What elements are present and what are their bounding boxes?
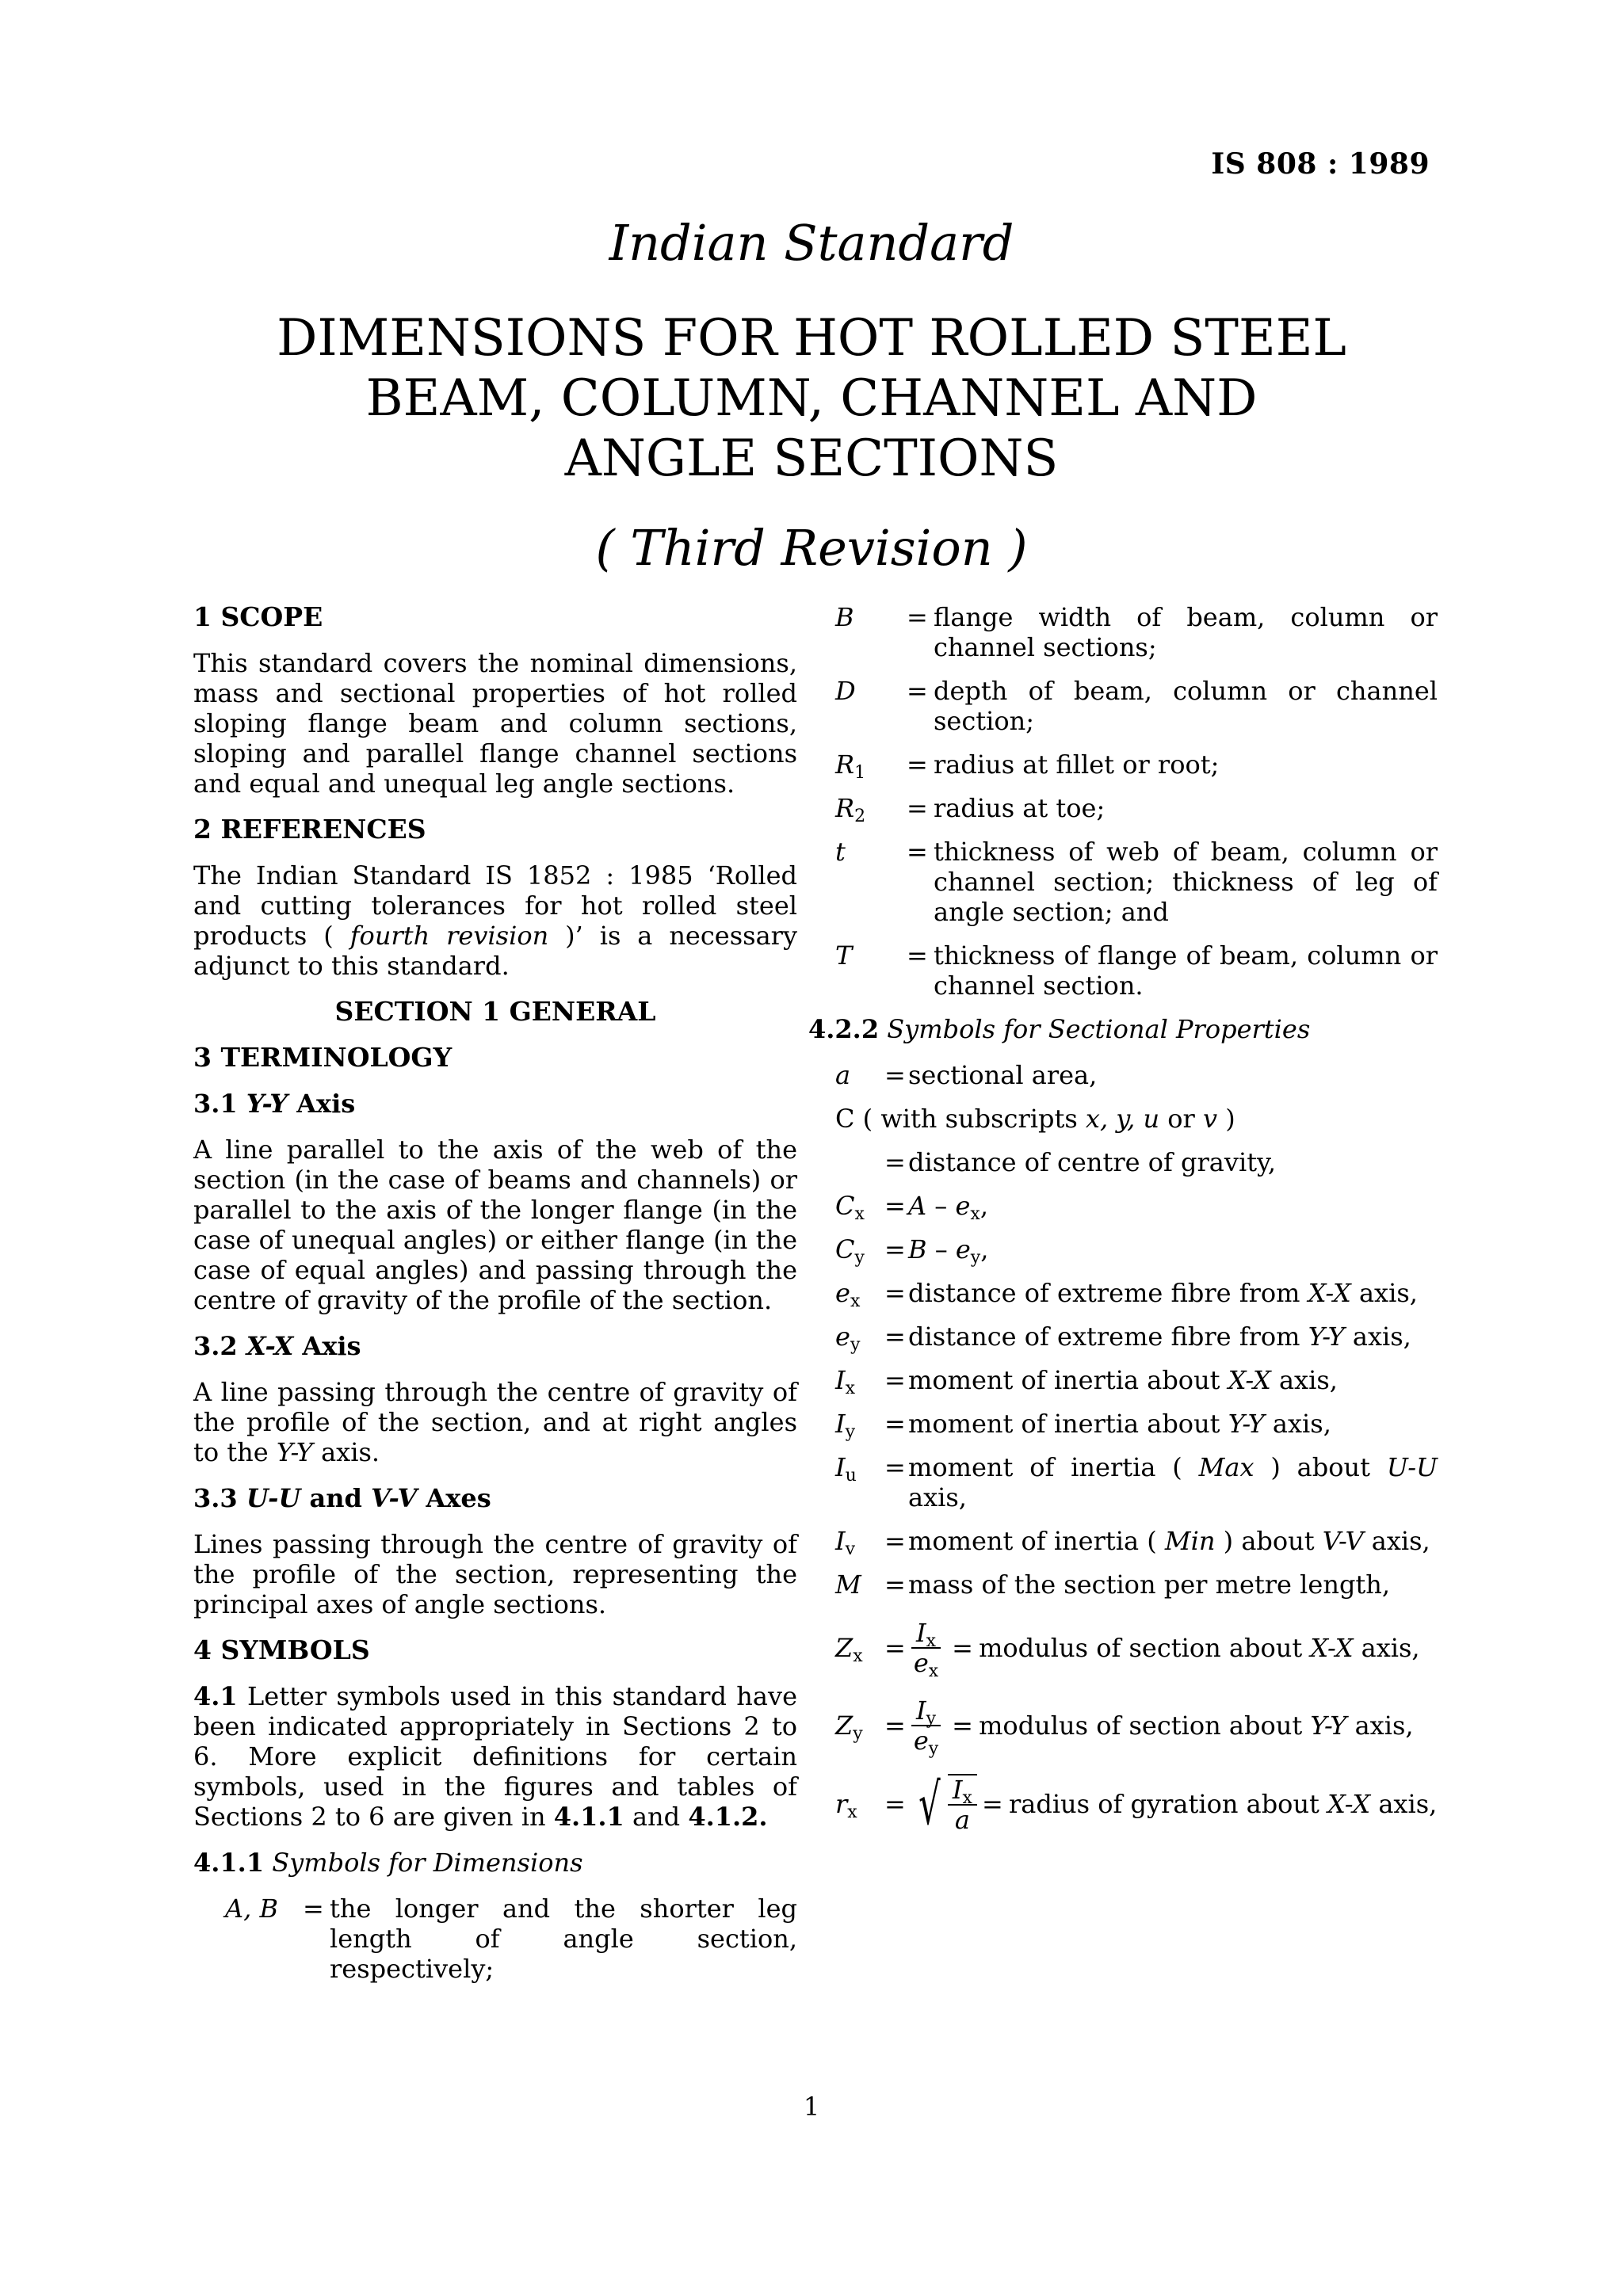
symbols-intro: 4.1 Letter symbols used in this standard have been indicated appropriately in Sections 2 to 6. More explicit definitions for certain symbols, used in the figures and tables of Sections 2 to 6 are given in 4.1.1 and 4.1.2. xyxy=(193,1681,797,1832)
standard-number: IS 808 : 1989 xyxy=(1211,147,1430,181)
left-column xyxy=(193,602,797,1997)
indian-standard-kicker: Indian Standard xyxy=(609,214,1014,272)
symbol-iv: $I_v$ = moment of inertia ( Min ) about V-V axis, xyxy=(835,1526,1430,1559)
rx-square-root: √ $\frac{I_x}{a}$ xyxy=(911,1774,977,1834)
property-symbols-heading: 4.2.2 Symbols for Sectional Properties xyxy=(808,1014,1311,1044)
right-column xyxy=(808,602,1438,1853)
symbol-cx: $C_x$ = A – $e_x$, xyxy=(835,1191,988,1224)
document-title xyxy=(0,308,1623,489)
symbol-t-cap: T = thickness of flange of beam, column or channel section. xyxy=(835,940,1438,1001)
symbol-c-line: C ( with subscripts x, y, u or v ) xyxy=(835,1104,1235,1134)
terminology-heading: 3 TERMINOLOGY xyxy=(193,1042,453,1073)
zx-fraction: $\frac{I_x}{e_x}$ xyxy=(911,1619,941,1677)
symbols-heading: 4 SYMBOLS xyxy=(193,1634,370,1665)
xx-axis-heading: 3.2 X-X Axis xyxy=(193,1331,361,1361)
yy-axis-text: A line parallel to the axis of the web of the section (in the case of beams and channels) or parallel to the axis of the longer flange (in the case of unequal angles) or either flange (in the case of equal angles) and passing through the centre of gravity of the profile of the section. xyxy=(193,1135,797,1315)
symbol-rx: $r_x$ = √ $\frac{I_x}{a}$ = radius of gyration about X-X axis, xyxy=(835,1771,1438,1837)
xx-axis-text: A line passing through the centre of gravity of the profile of the section, and at right angles to the Y-Y axis. xyxy=(193,1377,797,1467)
references-text: The Indian Standard IS 1852 : 1985 ‘Rolled and cutting tolerances for hot rolled steel products ( fourth revision )’ is a necessary adjunct to this standard. xyxy=(193,860,798,981)
symbol-ey: $e_y$ = distance of extreme fibre from Y-Y axis, xyxy=(835,1322,1411,1355)
symbol-zy: $Z_y$ = $\frac{I_y}{e_y}$ = modulus of section about Y-Y axis, xyxy=(835,1695,1414,1759)
symbol-a: a = sectional area, xyxy=(835,1060,1098,1090)
revision-note: ( Third Revision ) xyxy=(595,519,1028,577)
symbol-d: D = depth of beam, column or channel section; xyxy=(835,676,1438,736)
symbol-ex: $e_x$ = distance of extreme fibre from X-X axis, xyxy=(835,1278,1418,1311)
dimension-symbols-heading: 4.1.1 Symbols for Dimensions xyxy=(193,1848,583,1878)
yy-axis-heading: 3.1 Y-Y Axis xyxy=(193,1089,356,1119)
symbol-zx: $Z_x$ = $\frac{I_x}{e_x}$ = modulus of section about X-X axis, xyxy=(835,1618,1420,1681)
symbol-b: B = flange width of beam, column or channel sections; xyxy=(835,602,1438,662)
symbol-m: M = mass of the section per metre length, xyxy=(835,1569,1391,1600)
references-heading: 2 REFERENCES xyxy=(193,814,426,845)
title-line: DIMENSIONS FOR HOT ROLLED STEEL xyxy=(277,309,1346,368)
scope-text: This standard covers the nominal dimensions, mass and sectional properties of hot rolled sloping flange beam and column sections, sloping and parallel flange channel sections and equal and unequal leg angle sections. xyxy=(193,648,797,799)
title-line: ANGLE SECTIONS xyxy=(564,429,1059,488)
symbol-cy: $C_y$ = B – $e_y$, xyxy=(835,1234,989,1268)
symbol-t-small: t = thickness of web of beam, column or channel section; thickness of leg of angle section; and xyxy=(835,837,1438,927)
title-line: BEAM, COLUMN, CHANNEL AND xyxy=(365,369,1258,428)
zy-fraction: $\frac{I_y}{e_y}$ xyxy=(911,1696,941,1755)
symbol-iy: $I_y$ = moment of inertia about Y-Y axis, xyxy=(835,1409,1331,1442)
title-block xyxy=(0,214,1623,577)
section-heading: SECTION 1 GENERAL xyxy=(334,996,656,1027)
symbol-ix: $I_x$ = moment of inertia about X-X axis, xyxy=(835,1365,1338,1398)
symbol-r2: $R_2$ = radius at toe; xyxy=(835,793,1106,826)
uv-axes-text: Lines passing through the centre of gravity of the profile of the section, representing the principal axes of angle sections. xyxy=(193,1529,797,1619)
symbol-ab: A, B = the longer and the shorter leg length of angle section, respectively; xyxy=(225,1894,797,1984)
symbol-c: = distance of centre of gravity, xyxy=(884,1147,1277,1177)
page-number: 1 xyxy=(803,2092,820,2122)
scope-heading: 1 SCOPE xyxy=(193,601,323,632)
uv-axes-heading: 3.3 U-U and V-V Axes xyxy=(193,1483,491,1513)
symbol-iu: $I_u$ = moment of inertia ( Max ) about U-U axis, xyxy=(835,1452,1438,1512)
symbol-r1: $R_1$ = radius at fillet or root; xyxy=(835,749,1220,783)
